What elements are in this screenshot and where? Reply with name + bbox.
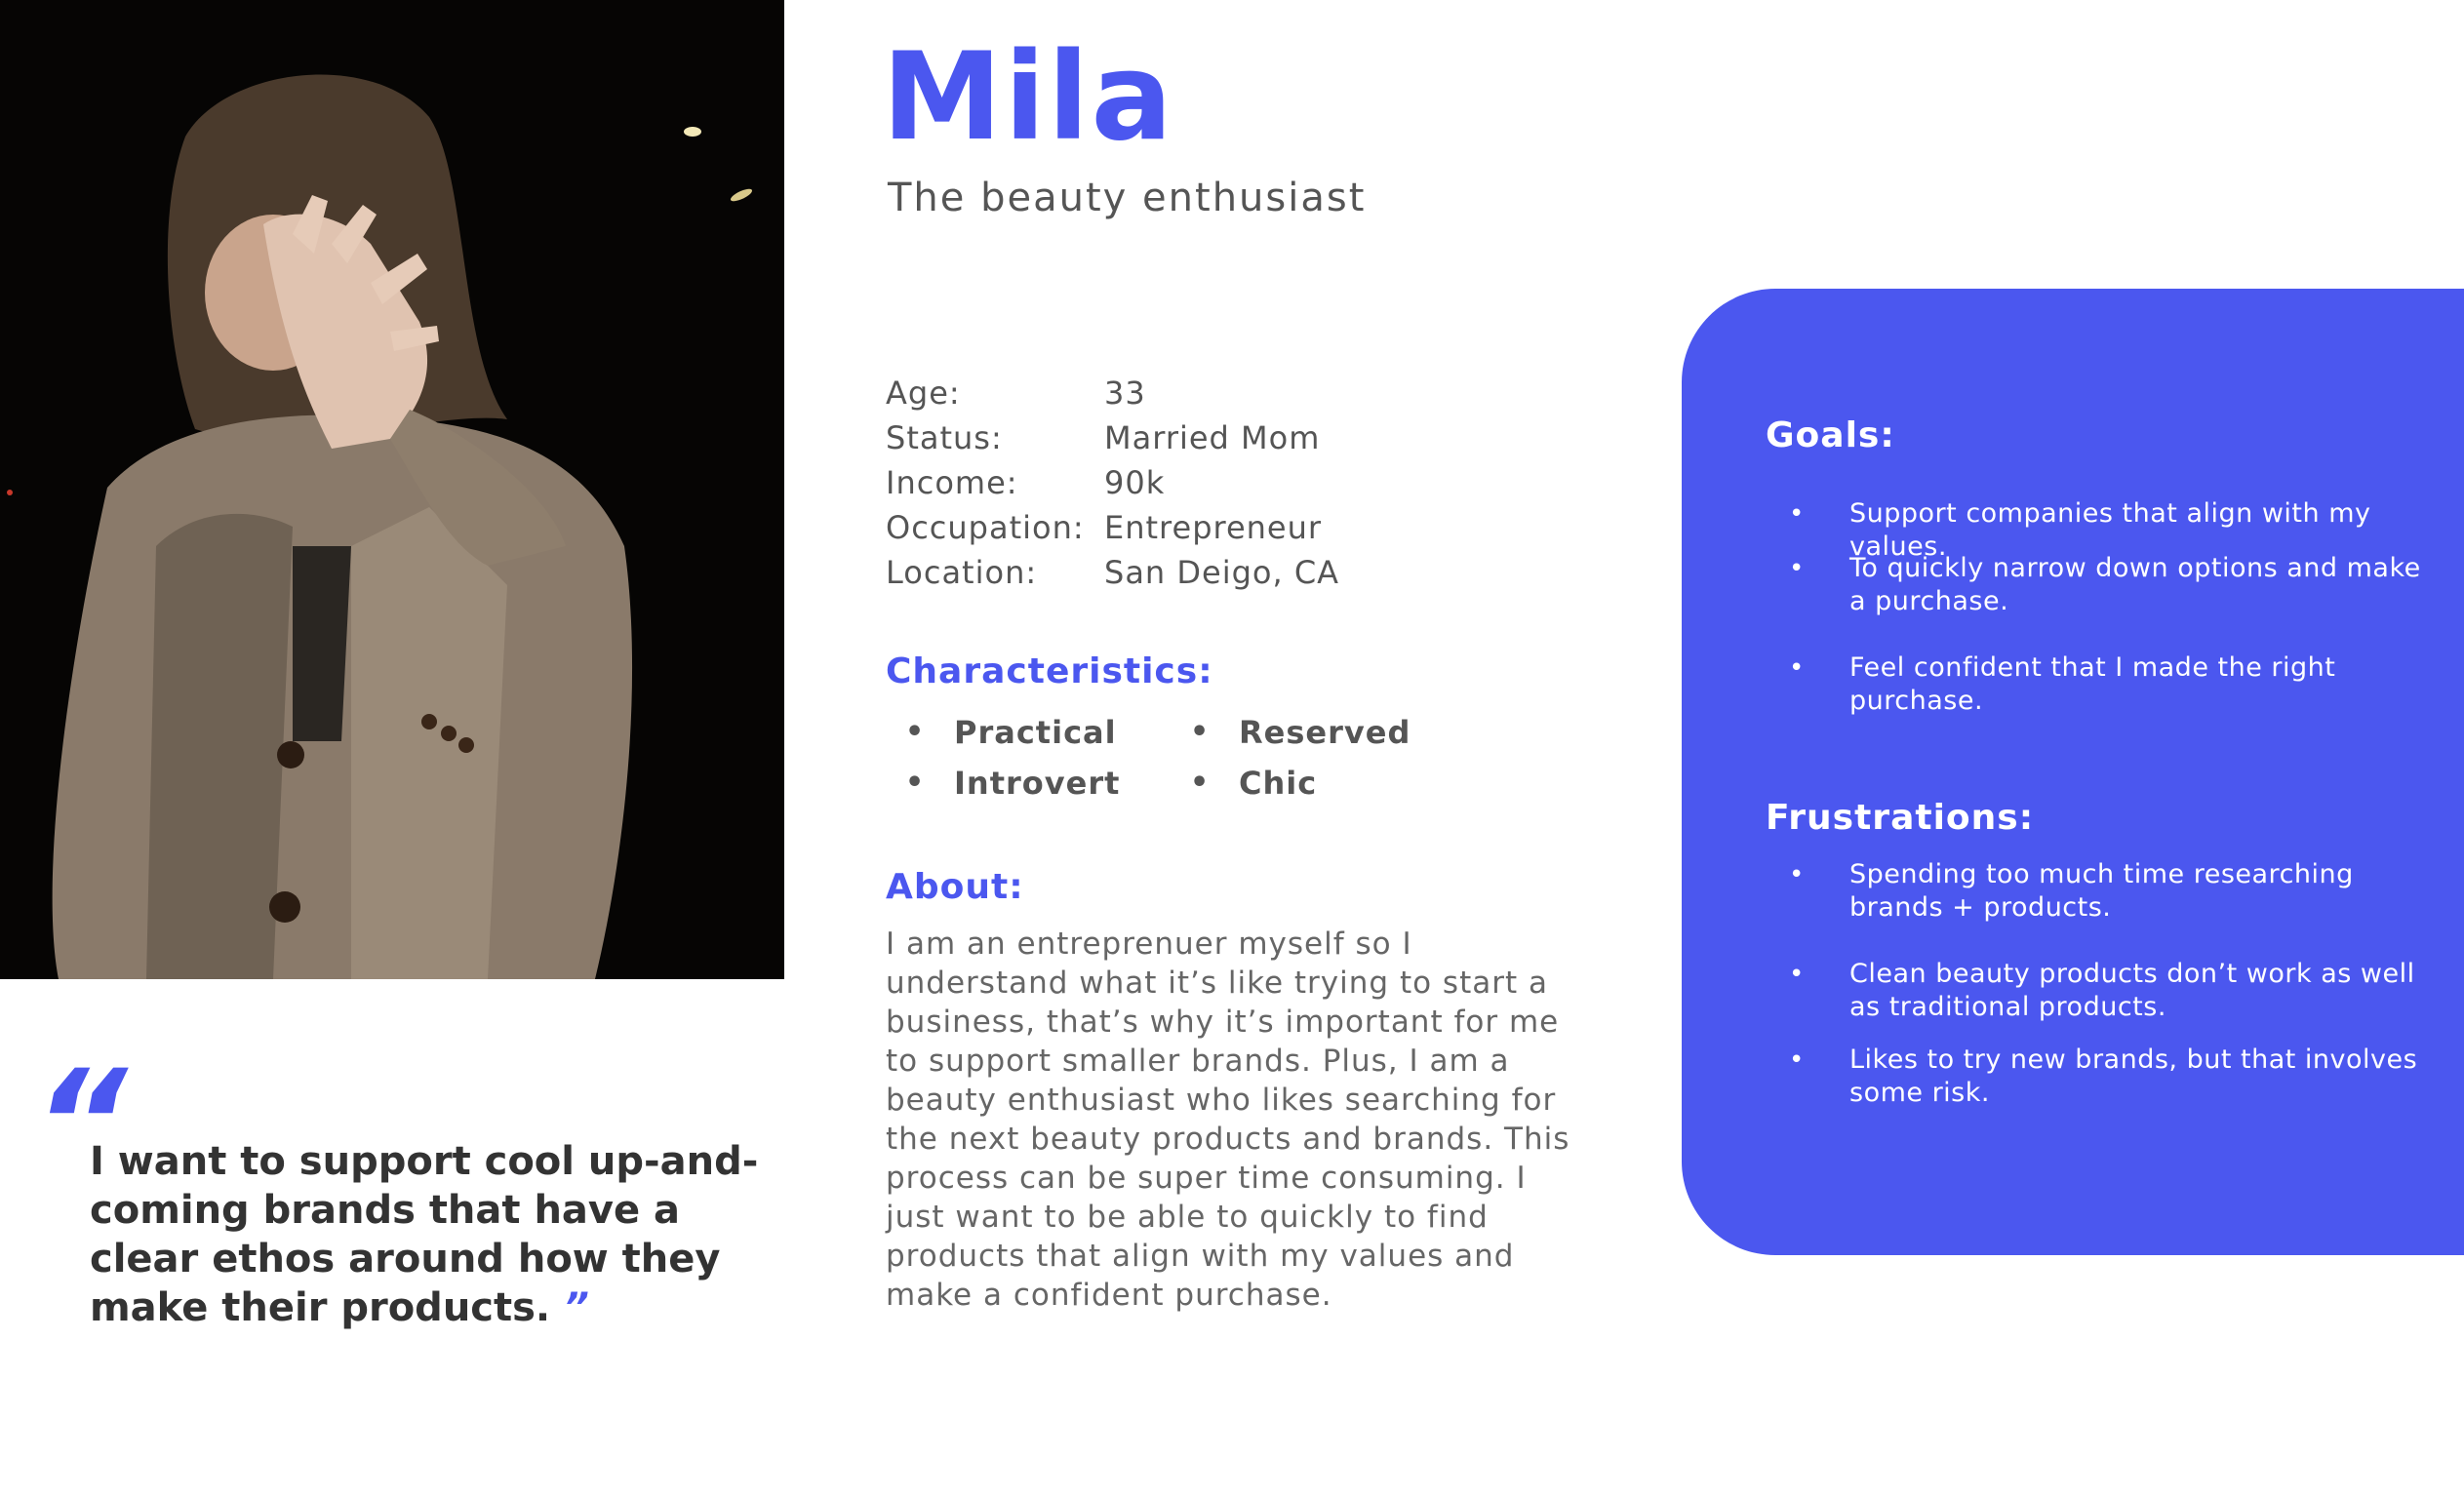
demographic-value: 90k [1104, 464, 1166, 501]
bullet-icon: • [1789, 554, 1805, 583]
goals-frustrations-panel [1682, 289, 2464, 1255]
bullet-icon: • [1789, 499, 1805, 529]
bullet-icon: • [1789, 653, 1805, 683]
bullet-icon: • [1789, 860, 1805, 889]
bullet-icon: • [905, 715, 926, 749]
demographic-label: Location: [886, 554, 1038, 591]
characteristic-label: Chic [1239, 765, 1318, 802]
about-heading: About: [886, 867, 1024, 907]
characteristic-item [905, 761, 1190, 806]
goals-heading: Goals: [1766, 415, 1895, 455]
bullet-icon: • [1789, 1045, 1805, 1075]
frustration-text: Spending too much time researching brands + products. [1849, 859, 2354, 923]
demographic-row-status [886, 415, 1339, 460]
bullet-icon: • [905, 766, 926, 800]
frustration-item [1789, 1044, 2443, 1110]
demographic-label: Status: [886, 419, 1003, 456]
frustrations-heading: Frustrations: [1766, 798, 2035, 838]
characteristic-item [1190, 710, 1412, 755]
demographics [886, 371, 1339, 595]
goal-item [1789, 552, 2443, 618]
demographic-value: San Deigo, CA [1104, 554, 1340, 591]
goal-item [1789, 651, 2443, 718]
quote-body: I want to support cool up-and-coming brands that have a clear ethos around how they make their products. [90, 1139, 759, 1330]
demographic-row-age [886, 371, 1339, 415]
about-text: I am an entreprenuer myself so I understand what it’s like trying to start a business, that’s why it’s important for me to support smaller brands. Plus, I am a beauty enthusiast who likes searching for the next beauty products and brands. This process can be super time consuming. I just want to be able to quickly to find products that align with my values and make a confident purchase. [886, 926, 1570, 1313]
goal-text: To quickly narrow down options and make a purchase. [1849, 553, 2421, 616]
persona-name: Mila [882, 27, 1175, 168]
persona-tagline: The beauty enthusiast [888, 176, 1367, 220]
goal-text: Feel confident that I made the right purchase. [1849, 652, 2336, 716]
demographic-label: Occupation: [886, 509, 1085, 546]
persona-quote [90, 1137, 773, 1332]
bullet-icon: • [1190, 715, 1211, 749]
demographic-value: Married Mom [1104, 419, 1321, 456]
bullet-icon: • [1789, 960, 1805, 989]
characteristic-label: Reserved [1239, 714, 1411, 751]
frustration-item [1789, 958, 2443, 1024]
characteristic-label: Practical [954, 714, 1117, 751]
open-quote-mark: “ [33, 1040, 120, 1209]
frustration-text: Clean beauty products don’t work as well as traditional products. [1849, 959, 2415, 1022]
demographic-value: 33 [1104, 374, 1146, 412]
bullet-icon: • [1190, 766, 1211, 800]
demographic-label: Income: [886, 464, 1018, 501]
close-quote-mark: ” [564, 1285, 589, 1330]
demographic-row-location [886, 550, 1339, 595]
demographic-row-income [886, 460, 1339, 505]
characteristic-item [1190, 761, 1412, 806]
demographic-label: Age: [886, 374, 961, 412]
characteristics-list [905, 710, 1412, 806]
goal-text: Support companies that align with my values. [1849, 498, 2371, 562]
demographic-value: Entrepreneur [1104, 509, 1323, 546]
frustration-item [1789, 858, 2443, 925]
characteristic-item [905, 710, 1190, 755]
demographic-row-occupation [886, 505, 1339, 550]
characteristics-heading: Characteristics: [886, 651, 1213, 691]
persona-photo [0, 0, 784, 979]
characteristic-label: Introvert [954, 765, 1121, 802]
frustration-text: Likes to try new brands, but that involves some risk. [1849, 1045, 2418, 1108]
